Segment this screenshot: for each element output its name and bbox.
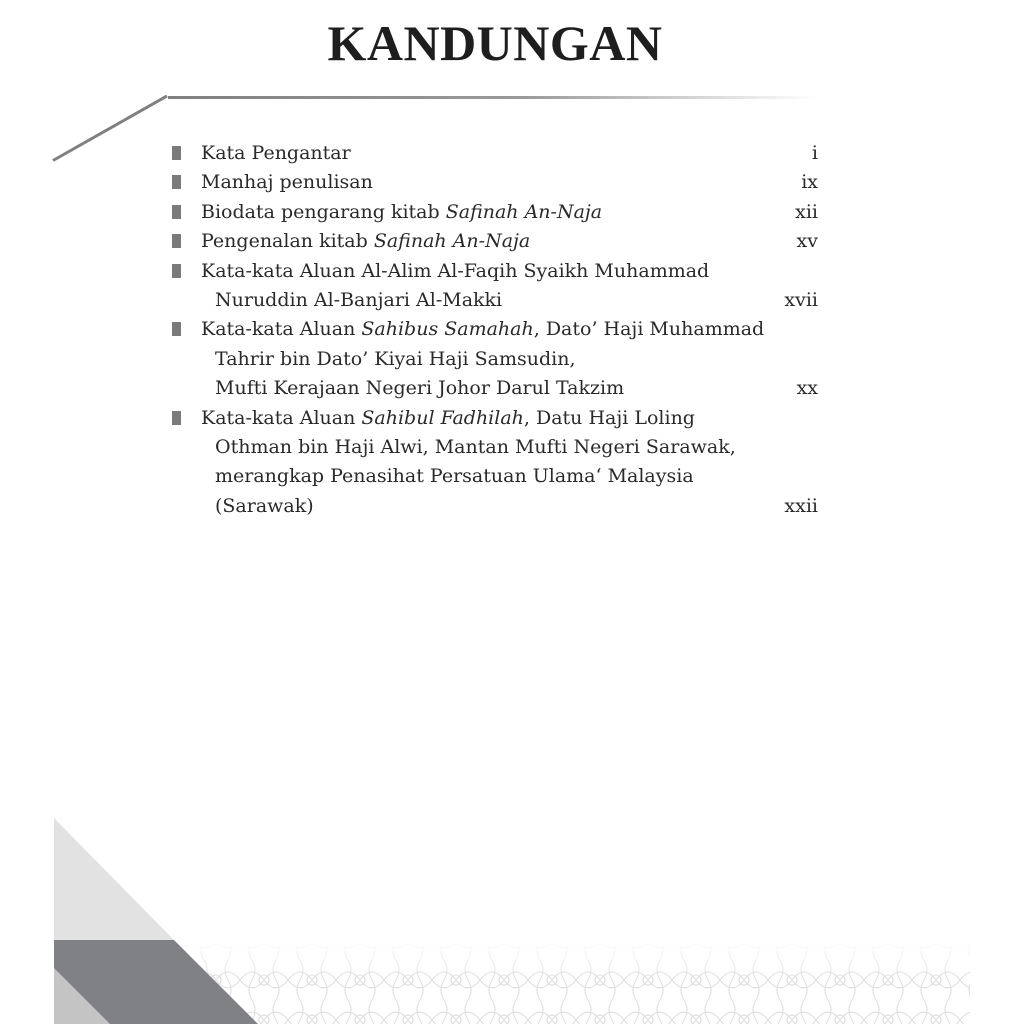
toc-entry-text: Manhaj penulisan (201, 171, 373, 194)
toc-entry-text: merangkap Penasihat Persatuan Ulama‘ Malaysia (215, 465, 694, 488)
toc-entry-text: Kata-kata Aluan (201, 318, 362, 341)
toc-entry-italic-text: Sahibul Fadhilah (361, 406, 524, 429)
toc-page-number: xx (796, 377, 818, 400)
toc-entry-italic-text: Sahibus Samahah (361, 318, 534, 341)
toc-entry-text: Kata Pengantar (201, 142, 351, 164)
toc-page-number: ix (801, 171, 818, 194)
corner-triangle-light (54, 818, 174, 940)
toc-entry-text: , Dato’ Haji Muhammad (533, 318, 765, 341)
toc-entry-text: Biodata pengarang kitab (201, 200, 446, 223)
toc-entry-text: Nuruddin Al-Banjari Al-Makki (215, 289, 503, 312)
toc-entry-text: Kata-kata Aluan Al-Alim Al-Faqih Syaikh Muhammad (201, 259, 710, 282)
toc-page-number: xvii (784, 289, 818, 312)
toc-page-number: xii (795, 200, 818, 223)
toc-entry-text: Kata-kata Aluan (201, 406, 362, 429)
toc-entry-text: Tahrir bin Dato’ Kiyai Haji Samsudin, (215, 347, 576, 370)
toc-entry-italic-text: Safinah An-Naja (445, 200, 603, 223)
toc-page-number: xxii (784, 494, 818, 517)
toc-entry-text: (Sarawak) (215, 494, 314, 517)
toc-entry-text: Mufti Kerajaan Negeri Johor Darul Takzim (215, 377, 625, 400)
toc-entry-text: Othman bin Haji Alwi, Mantan Mufti Negeri Sarawak, (215, 436, 736, 459)
toc-entry-text: Pengenalan kitab (201, 230, 374, 253)
toc-entry-text: , Datu Haji Loling (523, 406, 695, 429)
toc-page-number: xv (796, 230, 818, 253)
toc-page-number: i (811, 142, 818, 164)
page-title: KANDUNGAN (327, 15, 663, 71)
toc-entry-italic-text: Safinah An-Naja (373, 230, 531, 253)
